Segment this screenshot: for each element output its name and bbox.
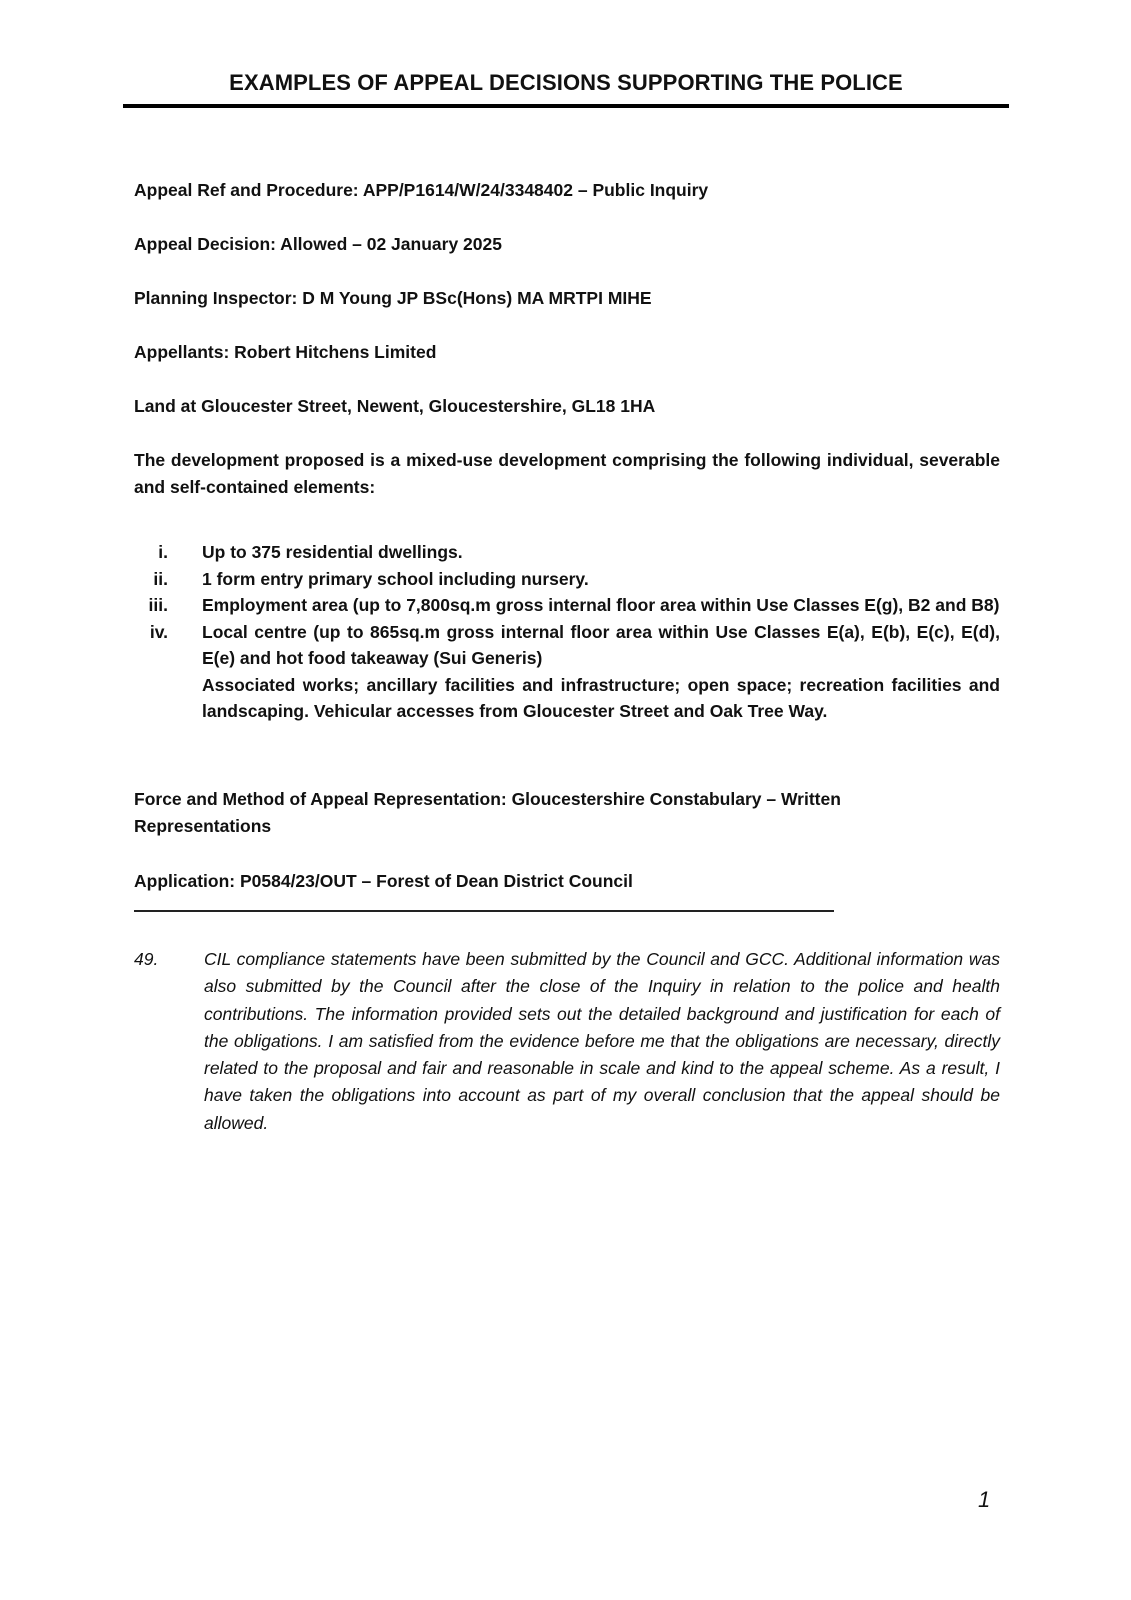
quote-paragraph-text: CIL compliance statements have been submitted by the Council and GCC. Additional information was also submitted by the Council after the close of the Inquiry in relation to the police and health contributions. The information provided sets out the detailed background and justification for each of the obligations. I am satisfied from the evidence before me that the obligations are necessary, directly related to the proposal and fair and reasonable in scale and kind to the appeal scheme. As a result, I have taken the obligations into account as part of my overall conclusion that the appeal should be allowed. — [204, 949, 1000, 1133]
list-item-text: Local centre (up to 865sq.m gross internal floor area within Use Classes E(a), E(b), E(c), E(d), E(e) and hot food takeaway (Sui Generis) — [202, 621, 1000, 668]
quote-paragraph-number: 49. — [134, 949, 159, 969]
application-line: Application: P0584/23/OUT – Forest of Dean District Council — [134, 871, 633, 891]
list-item-text: 1 form entry primary school including nursery. — [202, 568, 589, 589]
associated-works: Associated works; ancillary facilities and infrastructure; open space; recreation facilities and landscaping. Vehicular accesses from Gloucester Street and Oak Tree Way. — [202, 674, 1000, 721]
list-item — [134, 592, 1000, 619]
section-divider — [134, 910, 834, 912]
list-item — [134, 566, 1000, 593]
list-item — [134, 539, 1000, 566]
list-item-number: iii. — [148, 595, 168, 615]
list-item-text: Employment area (up to 7,800sq.m gross internal floor area within Use Classes E(g), B2 and B8) — [202, 595, 1000, 615]
representation-line: Force and Method of Appeal Representation: Gloucestershire Constabulary – Written Representations — [134, 789, 841, 836]
development-elements-list — [134, 539, 1000, 725]
list-item-text: Up to 375 residential dwellings. — [202, 542, 463, 562]
appeal-ref-line: Appeal Ref and Procedure: APP/P1614/W/24/3348402 – Public Inquiry — [134, 180, 709, 200]
list-item-number: ii. — [153, 568, 168, 589]
title-divider — [123, 104, 1009, 108]
page-number: 1 — [978, 1487, 991, 1512]
page-title: EXAMPLES OF APPEAL DECISIONS SUPPORTING THE POLICE — [229, 70, 903, 95]
development-intro: The development proposed is a mixed-use development comprising the following individual, severable and self-contained elements: — [134, 450, 1000, 497]
list-item-number: iv. — [149, 621, 168, 642]
land-line: Land at Gloucester Street, Newent, Gloucestershire, GL18 1HA — [134, 396, 656, 416]
planning-inspector-line: Planning Inspector: D M Young JP BSc(Hons) MA MRTPI MIHE — [134, 288, 652, 308]
appellants-line: Appellants: Robert Hitchens Limited — [134, 342, 437, 362]
list-item-number: i. — [158, 542, 168, 562]
list-item — [134, 619, 1000, 672]
appeal-decision-line: Appeal Decision: Allowed – 02 January 2025 — [134, 234, 502, 254]
